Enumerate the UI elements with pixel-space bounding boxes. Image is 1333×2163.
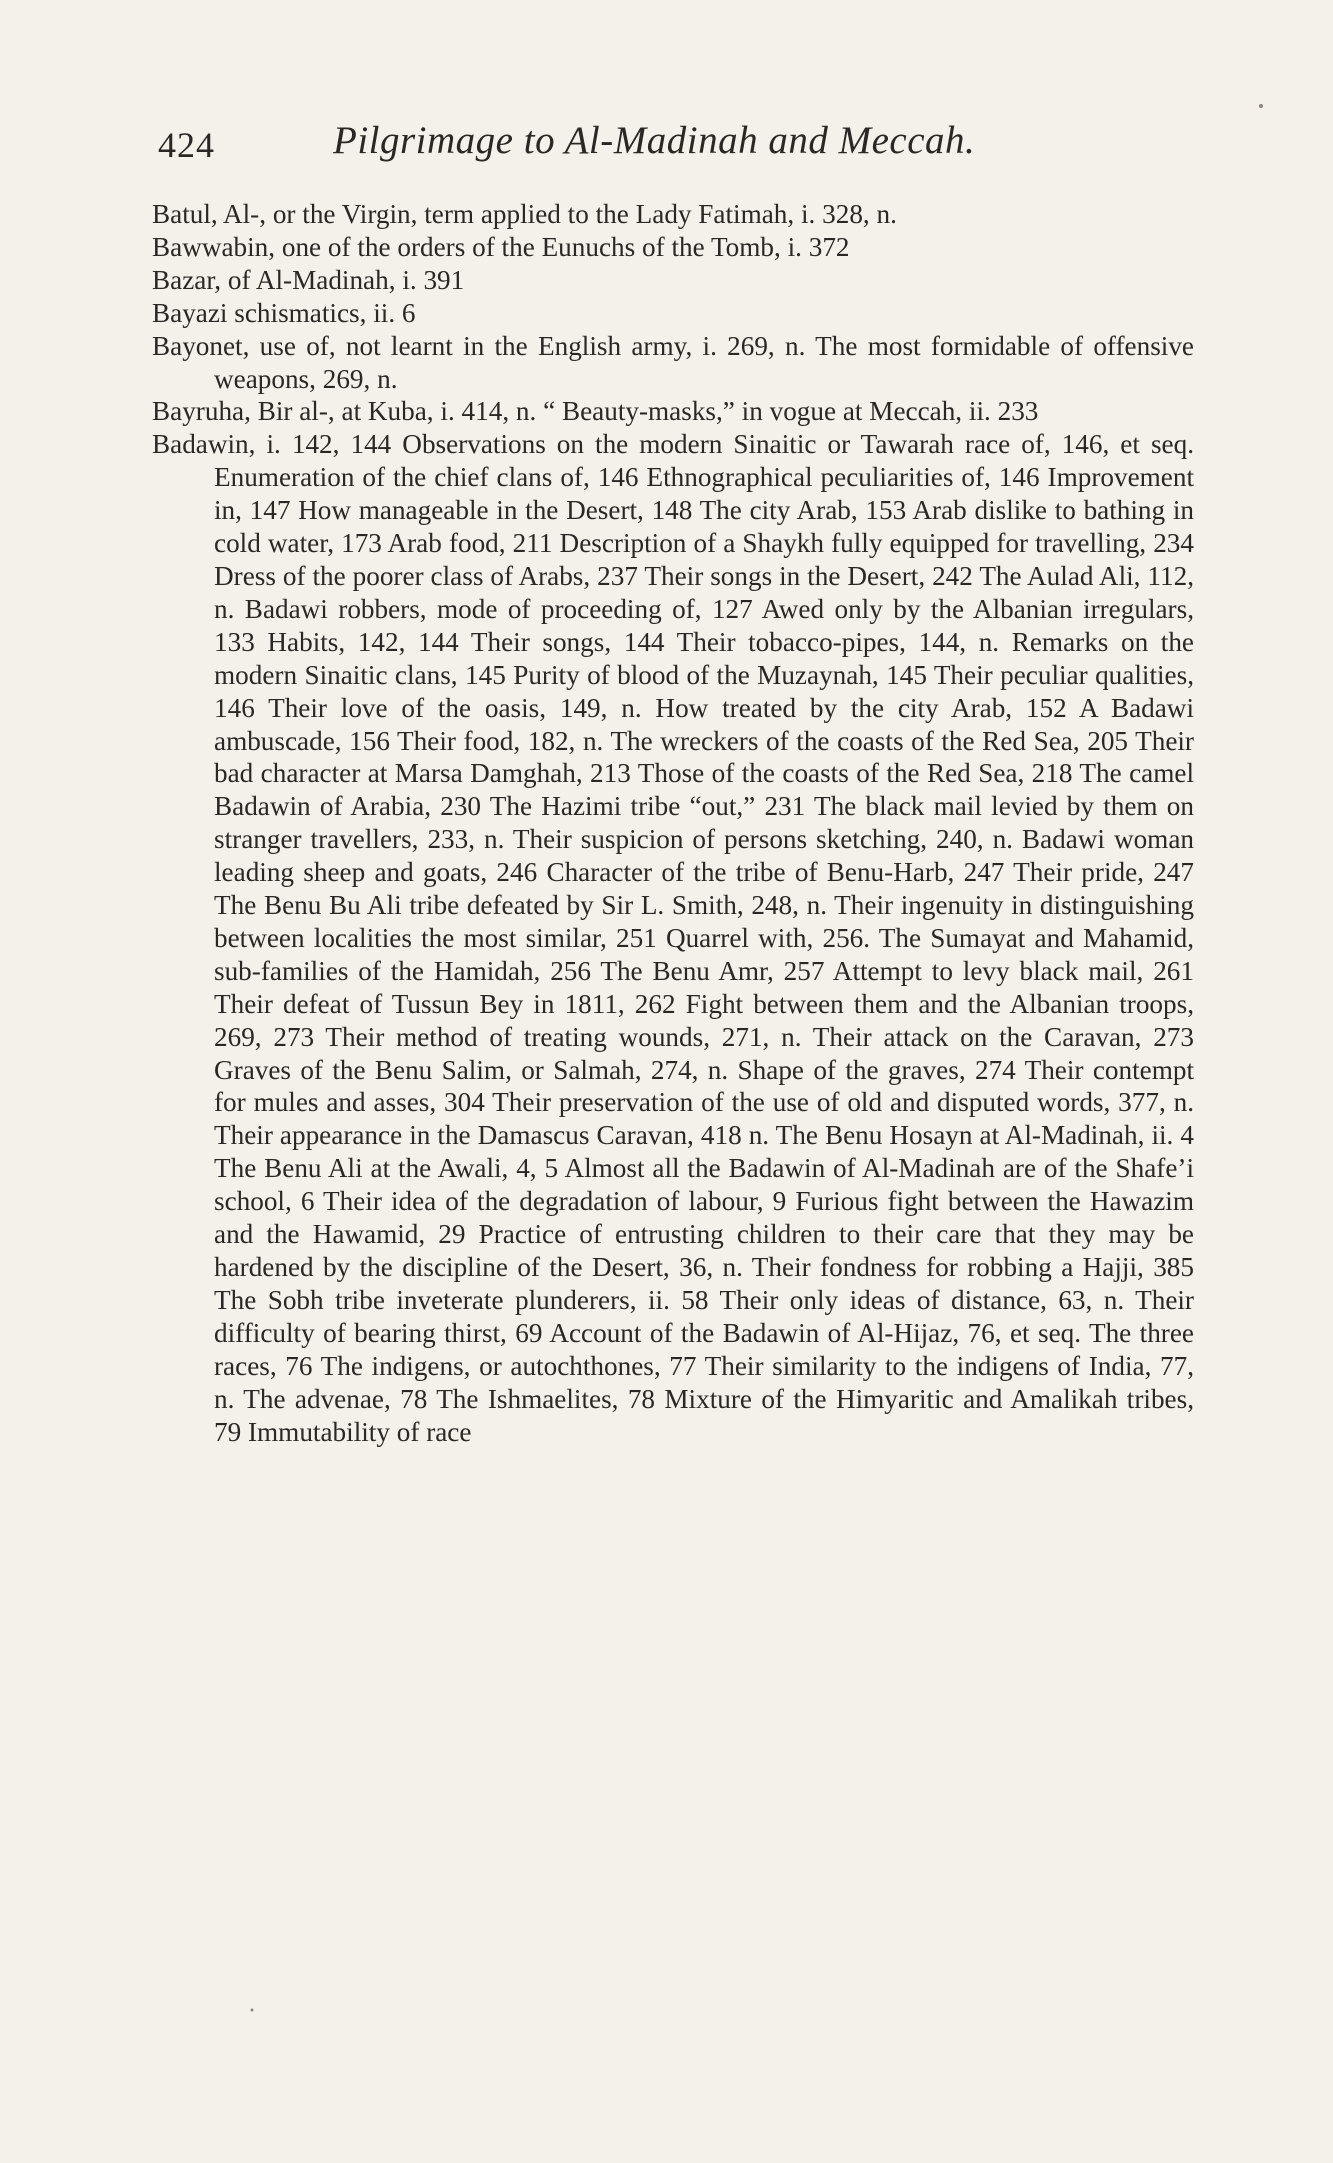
paper-speck [251,2009,254,2012]
paper-speck [1259,104,1263,108]
index-entry-bayonet: Bayonet, use of, not learnt in the English army, i. 269, n. The most formidable of offensive weapons, 269, n. [152,330,1194,394]
index-entry-bayazi: Bayazi schismatics, ii. 6 [152,297,416,328]
index-entry-bawwabin: Bawwabin, one of the orders of the Eunuchs of the Tomb, i. 372 [152,231,850,262]
index-entry-bazar: Bazar, of Al-Madinah, i. 391 [152,264,465,295]
index-entry-bayruha: Bayruha, Bir al-, at Kuba, i. 414, n. “ Beauty-masks,” in vogue at Meccah, ii. 233 [152,396,1039,427]
index-entry-badawin: Badawin, i. 142, 144 Observations on the modern Sinaitic or Tawarah race of, 146, et seq. Enumeration of the chief clans of, 146 Ethnographical peculiarities of, 146 Improvement in, 147 How manageable in the Desert, 148 The city Arab, 153 Arab dislike to bathing in cold water, 173 Arab food, 211 Description of a Shaykh fully equipped for travelling, 234 Dress of the poorer class of Arabs, 237 Their songs in the Desert, 242 The Aulad Ali, 112, n. Badawi robbers, mode of proceeding of, 127 Awed only by the Albanian irregulars, 133 Habits, 142, 144 Their songs, 144 Their tobacco-pipes, 144, n. Remarks on the modern Sinaitic clans, 145 Purity of blood of the Muzaynah, 145 Their peculiar qualities, 146 Their love of the oasis, 149, n. How treated by the city Arab, 152 A Badawi ambuscade, 156 Their food, 182, n. The wreckers of the coasts of the Red Sea, 205 Their bad character at Marsa Damghah, 213 Those of the coasts of the Red Sea, 218 The camel Badawin of Arabia, 230 The Hazimi tribe “out,” 231 The black mail levied by them on stranger travellers, 233, n. Their suspicion of persons sketching, 240, n. Badawi woman leading sheep and goats, 246 Character of the tribe of Benu-Harb, 247 Their pride, 247 The Benu Bu Ali tribe defeated by Sir L. Smith, 248, n. Their ingenuity in distinguishing between localities the most similar, 251 Quarrel with, 256. The Sumayat and Mahamid, sub-families of the Hamidah, 256 The Benu Amr, 257 Attempt to levy black mail, 261 Their defeat of Tussun Bey in 1811, 262 Fight between them and the Albanian troops, 269, 273 Their method of treating wounds, 271, n. Their attack on the Caravan, 273 Graves of the Benu Salim, or Salmah, 274, n. Shape of the graves, 274 Their contempt for mules and asses, 304 Their preservation of the use of old and disputed words, 377, n. Their appearance in the Damascus Caravan, 418 n. The Benu Hosayn at Al-Madinah, ii. 4 The Benu Ali at the Awali, 4, 5 Almost all the Badawin of Al-Madinah are of the Shafe’i school, 6 Their idea of the degradation of labour, 9 Furious fight between the Hawazim and the Hawamid, 29 Practice of entrusting children to their care that they may be hardened by the discipline of the Desert, 36, n. Their fondness for robbing a Hajji, 385 The Sobh tribe inveterate plunderers, ii. 58 Their only ideas of distance, 63, n. Their difficulty of bearing thirst, 69 Account of the Badawin of Al-Hijaz, 76, et seq. The three races, 76 The indigens, or autochthones, 77 Their similarity to the indigens of India, 77, n. The advenae, 78 The Ishmaelites, 78 Mixture of the Himyaritic and Amalikah tribes, 79 Immutability of race [152,429,1194,1447]
running-title: Pilgrimage to Al-Madinah and Meccah. [333,119,976,162]
page-number: 424 [158,125,215,165]
index-entries [152,198,1194,1448]
running-head [158,118,1198,168]
index-entry-batul: Batul, Al-, or the Virgin, term applied to the Lady Fatimah, i. 328, n. [152,199,897,229]
